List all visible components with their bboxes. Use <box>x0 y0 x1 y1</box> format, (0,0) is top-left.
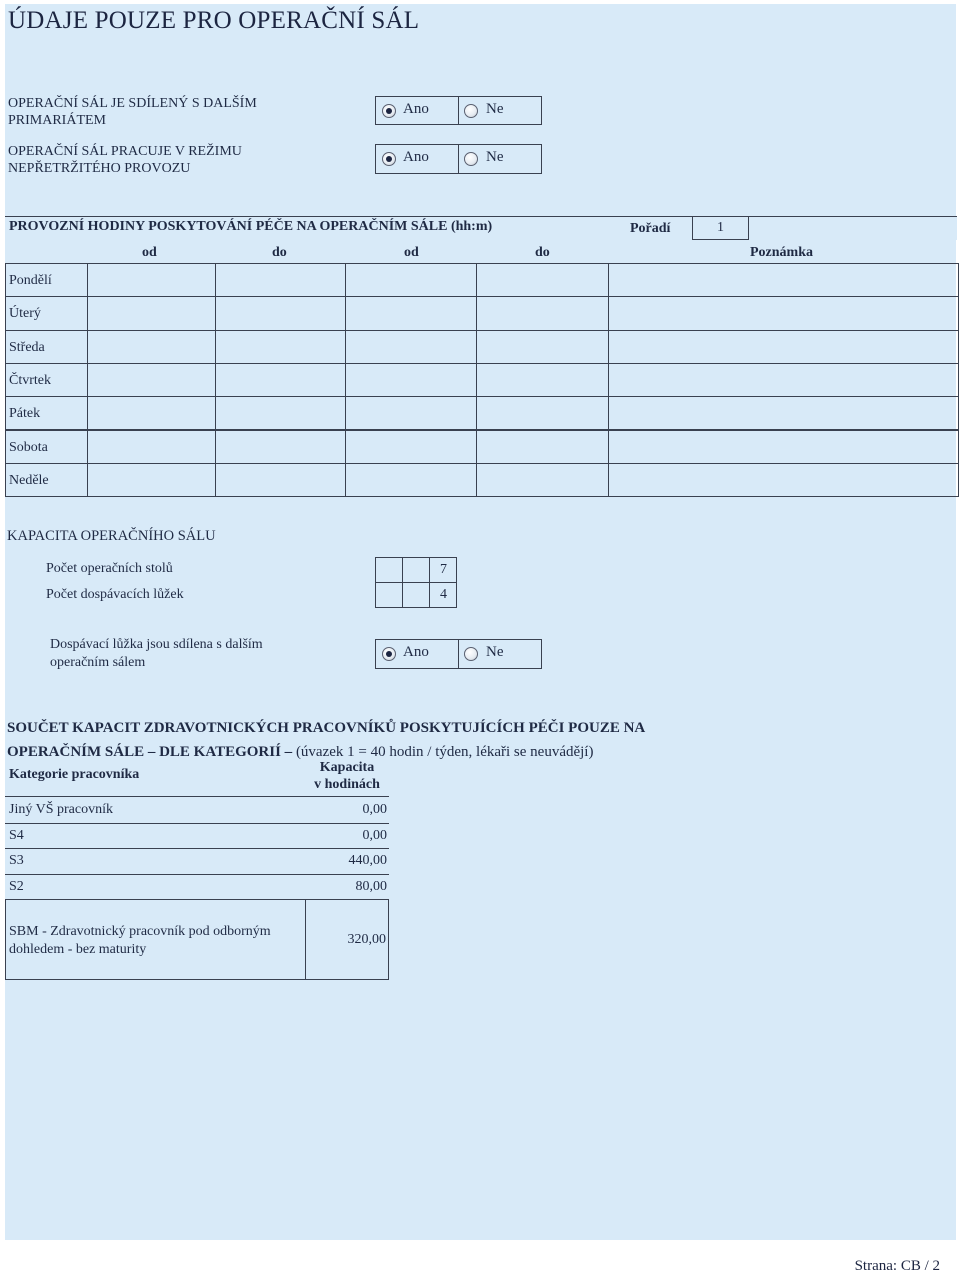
category-name: Jiný VŠ pracovník <box>9 802 113 817</box>
radio-yes-label: Ano <box>403 644 429 660</box>
col-header-od: od <box>404 245 419 260</box>
table-row-last <box>5 899 389 980</box>
capacity-value[interactable]: 320,00 <box>347 932 386 947</box>
time-cell[interactable] <box>476 363 609 397</box>
divider <box>429 557 430 583</box>
divider <box>402 557 403 583</box>
capacity-value[interactable]: 440,00 <box>348 853 387 869</box>
day-label-cell <box>5 430 88 464</box>
time-cell[interactable] <box>87 463 216 497</box>
capacity-value[interactable]: 0,00 <box>362 802 387 817</box>
col-header-od: od <box>142 245 157 260</box>
radio-no-icon[interactable] <box>464 152 478 166</box>
radio-yes-label: Ano <box>403 101 429 117</box>
divider <box>402 582 403 608</box>
divider <box>458 639 459 669</box>
time-cell[interactable] <box>345 430 477 464</box>
question-shared-label <box>8 95 257 129</box>
time-cell[interactable] <box>215 396 346 430</box>
capacity-heading: KAPACITA OPERAČNÍHO SÁLU <box>7 528 216 544</box>
staff-heading <box>7 716 645 764</box>
question-line: PRIMARIÁTEM <box>8 113 107 128</box>
beds-value: 4 <box>440 587 447 602</box>
note-cell[interactable] <box>608 330 959 364</box>
beds-field[interactable] <box>375 582 457 608</box>
yes-no-group-shared-beds <box>375 639 542 669</box>
beds-label: Počet dospávacích lůžek <box>46 587 184 602</box>
shared-beds-line: Dospávací lůžka jsou sdílena s dalším <box>50 637 263 652</box>
shared-beds-line: operačním sálem <box>50 655 146 670</box>
time-cell[interactable] <box>87 263 216 297</box>
hours-heading <box>9 219 492 235</box>
order-label: Pořadí <box>630 221 671 236</box>
time-cell[interactable] <box>87 396 216 430</box>
col-capacity-line: Kapacita <box>319 760 375 775</box>
question-line: OPERAČNÍ SÁL PRACUJE V REŽIMU <box>8 144 242 159</box>
time-cell[interactable] <box>215 263 346 297</box>
divider <box>458 96 459 125</box>
page-title: ÚDAJE POUZE PRO OPERAČNÍ SÁL <box>8 7 420 34</box>
question-nonstop-label <box>8 143 242 177</box>
note-cell[interactable] <box>608 396 959 430</box>
day-label-cell <box>5 330 88 364</box>
question-line: OPERAČNÍ SÁL JE SDÍLENÝ S DALŠÍM <box>8 96 257 111</box>
radio-yes-selected-icon[interactable] <box>382 647 396 661</box>
staff-heading-bold: OPERAČNÍM SÁLE – DLE KATEGORIÍ – <box>7 744 293 760</box>
day-label: Středa <box>9 339 45 355</box>
yes-no-group-shared <box>375 96 542 125</box>
note-cell[interactable] <box>608 430 959 464</box>
order-value: 1 <box>717 220 724 235</box>
col-header-note: Poznámka <box>750 245 813 260</box>
divider <box>458 144 459 174</box>
radio-no-label: Ne <box>486 101 504 117</box>
day-label: Čtvrtek <box>9 372 51 388</box>
day-label-cell <box>5 463 88 497</box>
hours-unit: (hh:m) <box>450 219 493 234</box>
radio-no-icon[interactable] <box>464 104 478 118</box>
time-cell[interactable] <box>476 296 609 330</box>
radio-no-label: Ne <box>486 644 504 660</box>
time-cell[interactable] <box>476 330 609 364</box>
time-cell[interactable] <box>215 363 346 397</box>
time-cell[interactable] <box>345 463 477 497</box>
time-cell[interactable] <box>345 263 477 297</box>
tables-value: 7 <box>440 562 447 577</box>
col-category: Kategorie pracovníka <box>9 767 140 782</box>
time-cell[interactable] <box>345 296 477 330</box>
col-header-do: do <box>272 245 287 260</box>
time-cell[interactable] <box>476 463 609 497</box>
note-cell[interactable] <box>608 463 959 497</box>
staff-heading-note: (úvazek 1 = 40 hodin / týden, lékaři se neuvádějí) <box>295 744 594 760</box>
category-line: SBM - Zdravotnický pracovník pod odborným <box>9 924 271 939</box>
note-cell[interactable] <box>608 296 959 330</box>
radio-no-label: Ne <box>486 149 504 165</box>
note-cell[interactable] <box>608 263 959 297</box>
time-cell[interactable] <box>476 263 609 297</box>
divider <box>305 899 306 980</box>
time-cell[interactable] <box>87 330 216 364</box>
time-cell[interactable] <box>215 330 346 364</box>
day-label: Úterý <box>9 306 41 322</box>
time-cell[interactable] <box>345 330 477 364</box>
tables-label: Počet operačních stolů <box>46 561 173 576</box>
shared-beds-label <box>50 636 263 672</box>
time-cell[interactable] <box>215 296 346 330</box>
category-name: S2 <box>9 878 24 894</box>
category-name-multiline <box>9 923 271 959</box>
day-label-cell <box>5 396 88 430</box>
time-cell[interactable] <box>215 463 346 497</box>
day-label: Neděle <box>9 472 49 488</box>
question-line: NEPŘETRŽITÉHO PROVOZU <box>8 161 191 176</box>
time-cell[interactable] <box>345 363 477 397</box>
form-panel <box>5 4 956 1240</box>
day-label-cell <box>5 363 88 397</box>
tables-field[interactable] <box>375 557 457 583</box>
time-cell[interactable] <box>476 396 609 430</box>
yes-no-group-nonstop <box>375 144 542 174</box>
page-number: Strana: CB / 2 <box>854 1258 940 1274</box>
order-field[interactable] <box>692 216 749 240</box>
day-label-cell <box>5 296 88 330</box>
time-cell[interactable] <box>87 296 216 330</box>
table-row <box>5 797 389 824</box>
time-cell[interactable] <box>87 430 216 464</box>
radio-no-icon[interactable] <box>464 647 478 661</box>
time-cell[interactable] <box>345 396 477 430</box>
radio-yes-selected-icon[interactable] <box>382 152 396 166</box>
day-label: Pátek <box>9 406 41 422</box>
time-cell[interactable] <box>476 430 609 464</box>
table-row <box>5 848 389 875</box>
category-line: dohledem - bez maturity <box>9 942 147 957</box>
category-name: S4 <box>9 827 24 843</box>
capacity-value[interactable]: 0,00 <box>362 827 387 843</box>
table-row <box>5 823 389 850</box>
radio-yes-label: Ano <box>403 149 429 165</box>
day-label: Sobota <box>9 439 48 455</box>
col-capacity-line: v hodinách <box>314 777 380 792</box>
time-cell[interactable] <box>87 363 216 397</box>
category-name: S3 <box>9 853 24 869</box>
radio-yes-selected-icon[interactable] <box>382 104 396 118</box>
staff-heading-line: SOUČET KAPACIT ZDRAVOTNICKÝCH PRACOVNÍKŮ POSKYTUJÍCÍCH PÉČI POUZE NA <box>7 720 646 736</box>
divider <box>429 582 430 608</box>
col-capacity <box>306 759 388 793</box>
table-row <box>5 874 389 901</box>
note-cell[interactable] <box>608 363 959 397</box>
day-label-cell <box>5 263 88 297</box>
capacity-value[interactable]: 80,00 <box>355 878 387 894</box>
col-header-do: do <box>535 245 550 260</box>
hours-heading-text: PROVOZNÍ HODINY POSKYTOVÁNÍ PÉČE NA OPERAČNÍM SÁLE <box>9 219 448 234</box>
time-cell[interactable] <box>215 430 346 464</box>
day-label: Pondělí <box>9 273 52 288</box>
